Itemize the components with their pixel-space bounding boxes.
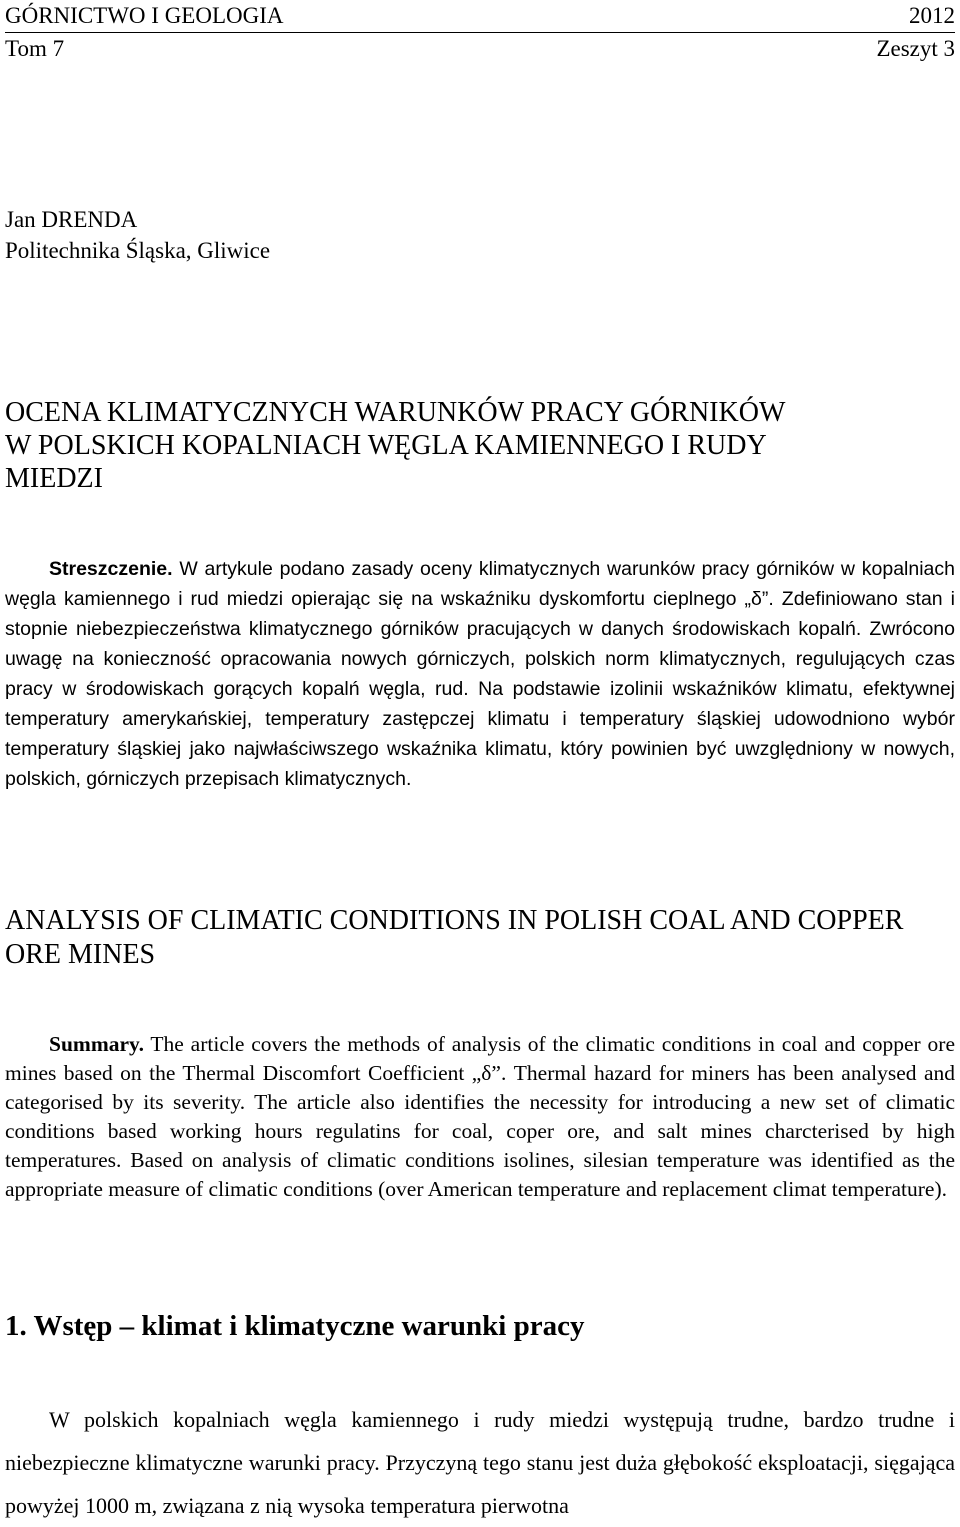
- title-english-line: ORE MINES: [5, 939, 156, 970]
- journal-issue: Zeszyt 3: [876, 36, 955, 61]
- journal-year: 2012: [909, 3, 955, 28]
- section-heading: 1. Wstęp – klimat i klimatyczne warunki pracy: [5, 1310, 585, 1342]
- abstract-english-text: The article covers the methods of analysis of the climatic conditions in coal and copper ore mines based on the Thermal Discomfort Coefficient „δ”. Thermal hazard for miners has been analysed and categorised by its severity. The article also identifies the necessity for introducing a new set of climatic conditions based working hours regulatins for coal, coper ore, and salt mines charcterised by high temperatures. Based on analysis of climatic conditions isolines, silesian temperature was identified as the appropriate measure of climatic conditions (over American temperature and replacement climat temperature).: [5, 1032, 955, 1201]
- header-row-issue: [5, 33, 955, 65]
- author-affiliation: Politechnika Śląska, Gliwice: [5, 238, 271, 263]
- author-name: Jan DRENDA: [5, 207, 138, 232]
- title-polish-line: MIEDZI: [5, 463, 103, 494]
- title-polish-line: W POLSKICH KOPALNIACH WĘGLA KAMIENNEGO I RUDY: [5, 430, 767, 461]
- title-english-line: ANALYSIS OF CLIMATIC CONDITIONS IN POLISH COAL AND COPPER: [5, 905, 904, 936]
- title-english: [5, 904, 955, 972]
- header-row-journal: [5, 0, 955, 33]
- journal-name: GÓRNICTWO I GEOLOGIA: [5, 3, 284, 28]
- section-paragraph: W polskich kopalniach węgla kamiennego i rudy miedzi występują trudne, bardzo trudne i niebezpieczne klimatyczne warunki pracy. Przyczyną tego stanu jest duża głębokość eksploatacji, sięgająca powyżej 1000 m, związana z nią wysoka temperatura pierwotna: [5, 1407, 955, 1518]
- running-header: [5, 0, 955, 65]
- abstract-english: [5, 1030, 955, 1204]
- abstract-polish-text: W artykule podano zasady oceny klimatycznych warunków pracy górników w kopalniach węgla kamiennego i rud miedzi opierając się na wskaźniku dyskomfortu cieplnego „δ”. Zdefiniowano stan i stopnie niebezpieczeństwa klimatycznego górników pracujących w danych środowiskach kopalń. Zwrócono uwagę na konieczność opracowania nowych górniczych, polskich norm klimatycznych, regulujących czas pracy w środowiskach gorących kopalń węgla, rud. Na podstawie izolinii wskaźników klimatu, efektywnej temperatury amerykańskiej, temperatury zastępczej klimatu i temperatury śląskiej udowodniono wybór temperatury śląskiej jako najwłaściwszego wskaźnika klimatu, który powinien być uwzględniony w nowych, polskich, górniczych przepisach klimatycznych.: [5, 558, 955, 790]
- author-block: [5, 204, 270, 266]
- journal-volume: Tom 7: [5, 36, 65, 61]
- abstract-polish: [5, 554, 955, 794]
- title-polish-line: OCENA KLIMATYCZNYCH WARUNKÓW PRACY GÓRNIKÓW: [5, 397, 786, 428]
- title-polish: [5, 396, 905, 495]
- abstract-english-label: Summary.: [49, 1032, 144, 1056]
- abstract-polish-label: Streszczenie.: [49, 558, 173, 580]
